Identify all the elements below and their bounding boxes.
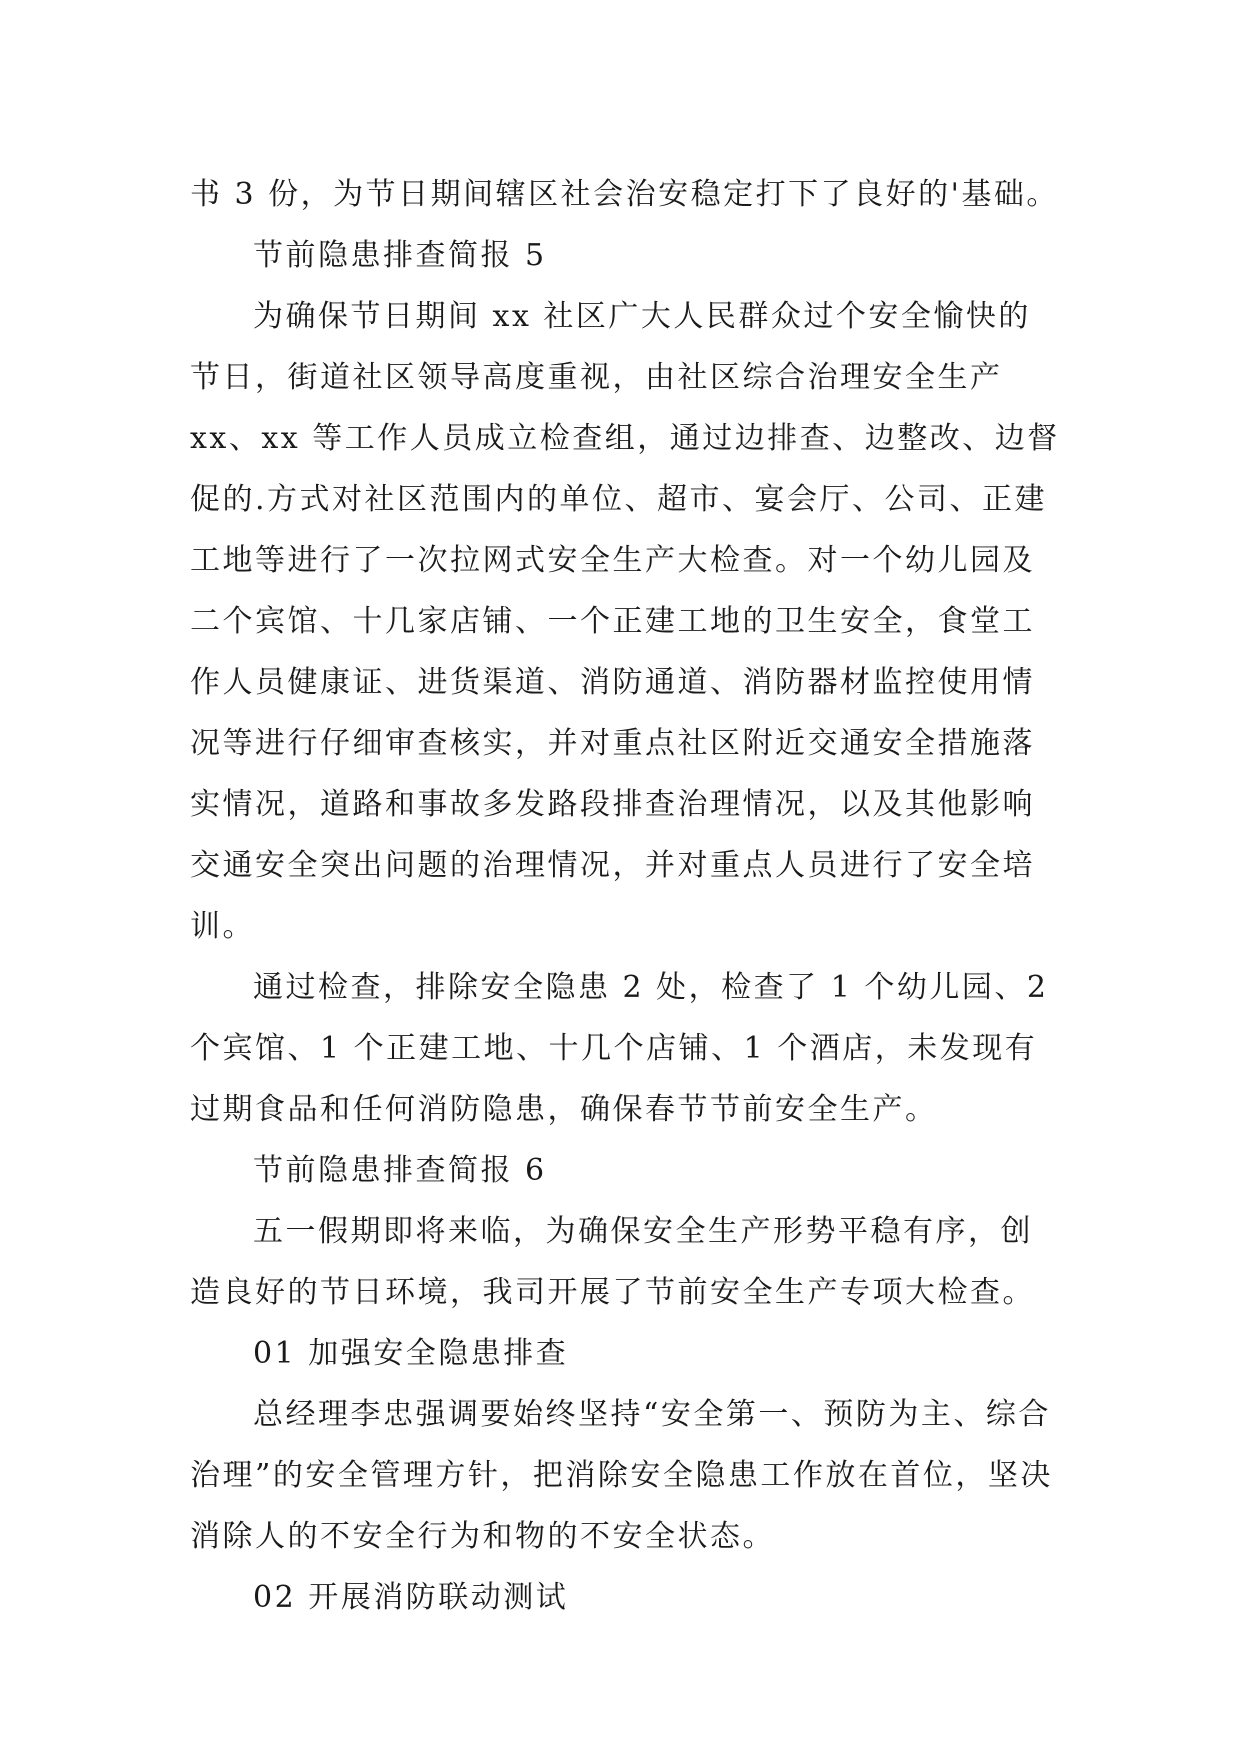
paragraph-inspection-details: 为确保节日期间 xx 社区广大人民群众过个安全愉快的节日，街道社区领导高度重视，由社区综合治理安全生产 xx、xx 等工作人员成立检查组，通过边排查、边整改、边督促的.方式对社区范围内的单位、超市、宴会厅、公司、正建工地等进行了一次拉网式安全生产大检查。对一个幼儿园及二个宾馆、十几家店铺、一个正建工地的卫生安全，食堂工作人员健康证、进货渠道、消防通道、消防器材监控使用情况等进行仔细审查核实，并对重点社区附近交通安全措施落实情况，道路和事故多发路段排查治理情况，以及其他影响交通安全突出问题的治理情况，并对重点人员进行了安全培训。: [190, 299, 1060, 944]
section-heading-report-6: 节前隐患排查简报 6: [253, 1153, 547, 1188]
subheading-hazard-check: 01 加强安全隐患排查: [253, 1336, 569, 1371]
paragraph-continuation: 书 3 份，为节日期间辖区社会治安稳定打下了良好的'基础。: [190, 177, 1059, 212]
paragraph-safety-policy: 总经理李忠强调要始终坚持“安全第一、预防为主、综合治理”的安全管理方针，把消除安全隐患工作放在首位，坚决消除人的不安全行为和物的不安全状态。: [190, 1397, 1053, 1554]
paragraph-may-day-inspection: 五一假期即将来临，为确保安全生产形势平稳有序，创造良好的节日环境，我司开展了节前安全生产专项大检查。: [190, 1214, 1035, 1310]
paragraph-inspection-results: 通过检查，排除安全隐患 2 处，检查了 1 个幼儿园、2 个宾馆、1 个正建工地、十几个店铺、1 个酒店，未发现有过期食品和任何消防隐患，确保春节节前安全生产。: [190, 970, 1049, 1127]
subheading-fire-test: 02 开展消防联动测试: [253, 1580, 569, 1615]
section-heading-report-5: 节前隐患排查简报 5: [253, 238, 547, 273]
document-body: [190, 164, 1062, 1628]
